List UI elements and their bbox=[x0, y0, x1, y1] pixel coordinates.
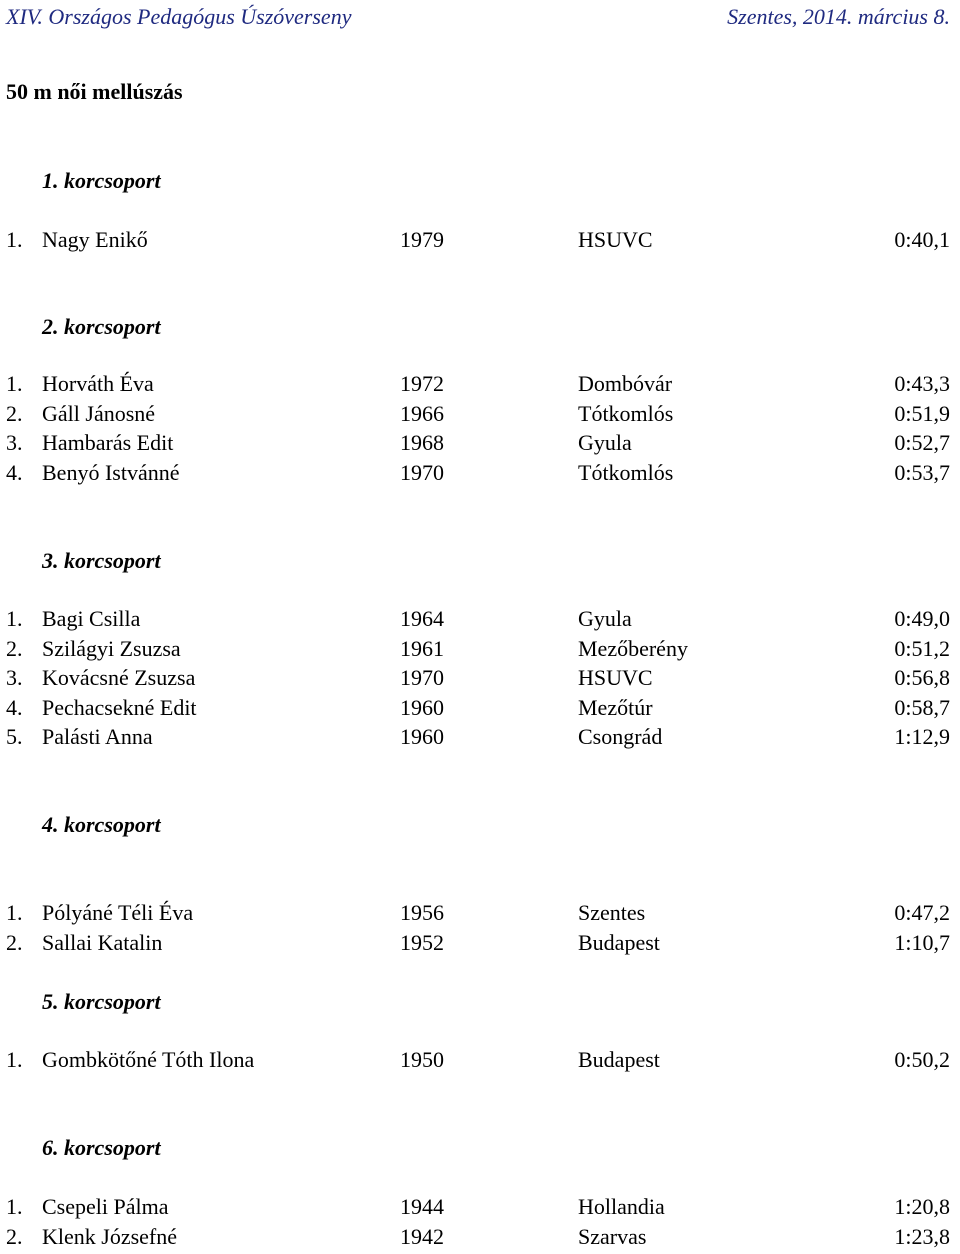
birth-year: 1964 bbox=[400, 606, 444, 631]
result-time: 0:51,2 bbox=[894, 635, 950, 661]
club-name: Szarvas bbox=[578, 1223, 647, 1249]
result-row bbox=[6, 930, 950, 960]
birth-year: 1960 bbox=[400, 724, 444, 749]
result-row bbox=[6, 606, 950, 636]
birth-year: 1970 bbox=[400, 459, 444, 485]
swimmer-name: Kovácsné Zsuzsa bbox=[42, 665, 196, 690]
swimmer-name: Benyó Istvánné bbox=[42, 459, 180, 485]
club-name: Szentes bbox=[578, 900, 646, 925]
page-header bbox=[6, 4, 950, 30]
result-row bbox=[6, 1047, 950, 1077]
result-row bbox=[6, 430, 950, 460]
swimmer-name: Klenk Józsefné bbox=[42, 1223, 178, 1249]
birth-year: 1942 bbox=[400, 1223, 444, 1249]
birth-year: 1950 bbox=[400, 1047, 444, 1072]
birth-year: 1972 bbox=[400, 371, 444, 396]
birth-year: 1979 bbox=[400, 227, 444, 252]
swimmer-name: Pólyáné Téli Éva bbox=[42, 900, 194, 925]
birth-year: 1966 bbox=[400, 400, 444, 426]
result-row bbox=[6, 636, 950, 666]
result-time: 0:56,8 bbox=[894, 665, 950, 690]
swimmer-name: Gáll Jánosné bbox=[42, 400, 156, 426]
club-name: Mezőtúr bbox=[578, 694, 653, 720]
rank-cell: 2. bbox=[6, 400, 23, 426]
rank-cell: 5. bbox=[6, 724, 23, 749]
club-name: Gyula bbox=[578, 606, 632, 631]
result-row bbox=[6, 900, 950, 930]
club-name: Budapest bbox=[578, 929, 660, 955]
result-time: 0:49,0 bbox=[894, 606, 950, 631]
result-row bbox=[6, 1224, 950, 1254]
age-group-title: 3. korcsoport bbox=[42, 548, 161, 573]
age-group-title: 6. korcsoport bbox=[42, 1135, 161, 1160]
result-time: 0:40,1 bbox=[894, 227, 950, 252]
club-name: Budapest bbox=[578, 1047, 660, 1072]
swimmer-name: Sallai Katalin bbox=[42, 929, 163, 955]
swimmer-name: Nagy Enikő bbox=[42, 227, 148, 252]
rank-cell: 3. bbox=[6, 430, 23, 455]
rank-cell: 3. bbox=[6, 665, 23, 690]
header-competition-title: XIV. Országos Pedagógus Úszóverseny bbox=[6, 4, 352, 29]
swimmer-name: Horváth Éva bbox=[42, 371, 154, 396]
club-name: Dombóvár bbox=[578, 371, 673, 396]
age-group-title: 5. korcsoport bbox=[42, 989, 161, 1014]
result-time: 0:52,7 bbox=[894, 430, 950, 455]
club-name: HSUVC bbox=[578, 227, 653, 252]
result-time: 1:23,8 bbox=[894, 1223, 950, 1249]
birth-year: 1968 bbox=[400, 430, 444, 455]
rank-cell: 1. bbox=[6, 1194, 23, 1219]
result-time: 0:53,7 bbox=[894, 459, 950, 485]
result-row bbox=[6, 460, 950, 490]
rank-cell: 1. bbox=[6, 371, 23, 396]
result-row bbox=[6, 371, 950, 401]
club-name: HSUVC bbox=[578, 665, 653, 690]
birth-year: 1956 bbox=[400, 900, 444, 925]
club-name: Tótkomlós bbox=[578, 400, 674, 426]
rank-cell: 4. bbox=[6, 459, 23, 485]
rank-cell: 1. bbox=[6, 606, 23, 631]
event-title: 50 m női mellúszás bbox=[6, 79, 183, 104]
result-time: 1:20,8 bbox=[894, 1194, 950, 1219]
birth-year: 1952 bbox=[400, 929, 444, 955]
swimmer-name: Csepeli Pálma bbox=[42, 1194, 169, 1219]
result-time: 1:10,7 bbox=[894, 929, 950, 955]
result-row bbox=[6, 665, 950, 695]
swimmer-name: Palásti Anna bbox=[42, 724, 153, 749]
club-name: Mezőberény bbox=[578, 635, 688, 661]
birth-year: 1961 bbox=[400, 635, 444, 661]
swimmer-name: Bagi Csilla bbox=[42, 606, 141, 631]
club-name: Csongrád bbox=[578, 724, 663, 749]
result-time: 0:43,3 bbox=[894, 371, 950, 396]
club-name: Gyula bbox=[578, 430, 632, 455]
rank-cell: 2. bbox=[6, 1223, 23, 1249]
rank-cell: 2. bbox=[6, 635, 23, 661]
result-row bbox=[6, 724, 950, 754]
swimmer-name: Hambarás Edit bbox=[42, 430, 174, 455]
rank-cell: 1. bbox=[6, 900, 23, 925]
age-group-title: 1. korcsoport bbox=[42, 168, 161, 193]
result-row bbox=[6, 695, 950, 725]
result-time: 0:47,2 bbox=[894, 900, 950, 925]
result-time: 0:58,7 bbox=[894, 694, 950, 720]
birth-year: 1970 bbox=[400, 665, 444, 690]
age-group-title: 4. korcsoport bbox=[42, 812, 161, 837]
rank-cell: 1. bbox=[6, 1047, 23, 1072]
result-time: 0:51,9 bbox=[894, 400, 950, 426]
club-name: Hollandia bbox=[578, 1194, 665, 1219]
rank-cell: 4. bbox=[6, 694, 23, 720]
swimmer-name: Gombkötőné Tóth Ilona bbox=[42, 1047, 255, 1072]
result-time: 0:50,2 bbox=[894, 1047, 950, 1072]
swimmer-name: Pechacsekné Edit bbox=[42, 694, 197, 720]
rank-cell: 1. bbox=[6, 227, 23, 252]
result-row bbox=[6, 227, 950, 257]
header-location-date: Szentes, 2014. március 8. bbox=[727, 4, 950, 29]
birth-year: 1960 bbox=[400, 694, 444, 720]
rank-cell: 2. bbox=[6, 929, 23, 955]
age-group-title: 2. korcsoport bbox=[42, 314, 161, 339]
swimmer-name: Szilágyi Zsuzsa bbox=[42, 635, 181, 661]
club-name: Tótkomlós bbox=[578, 459, 674, 485]
result-row bbox=[6, 1194, 950, 1224]
result-time: 1:12,9 bbox=[894, 724, 950, 749]
birth-year: 1944 bbox=[400, 1194, 444, 1219]
result-row bbox=[6, 401, 950, 431]
